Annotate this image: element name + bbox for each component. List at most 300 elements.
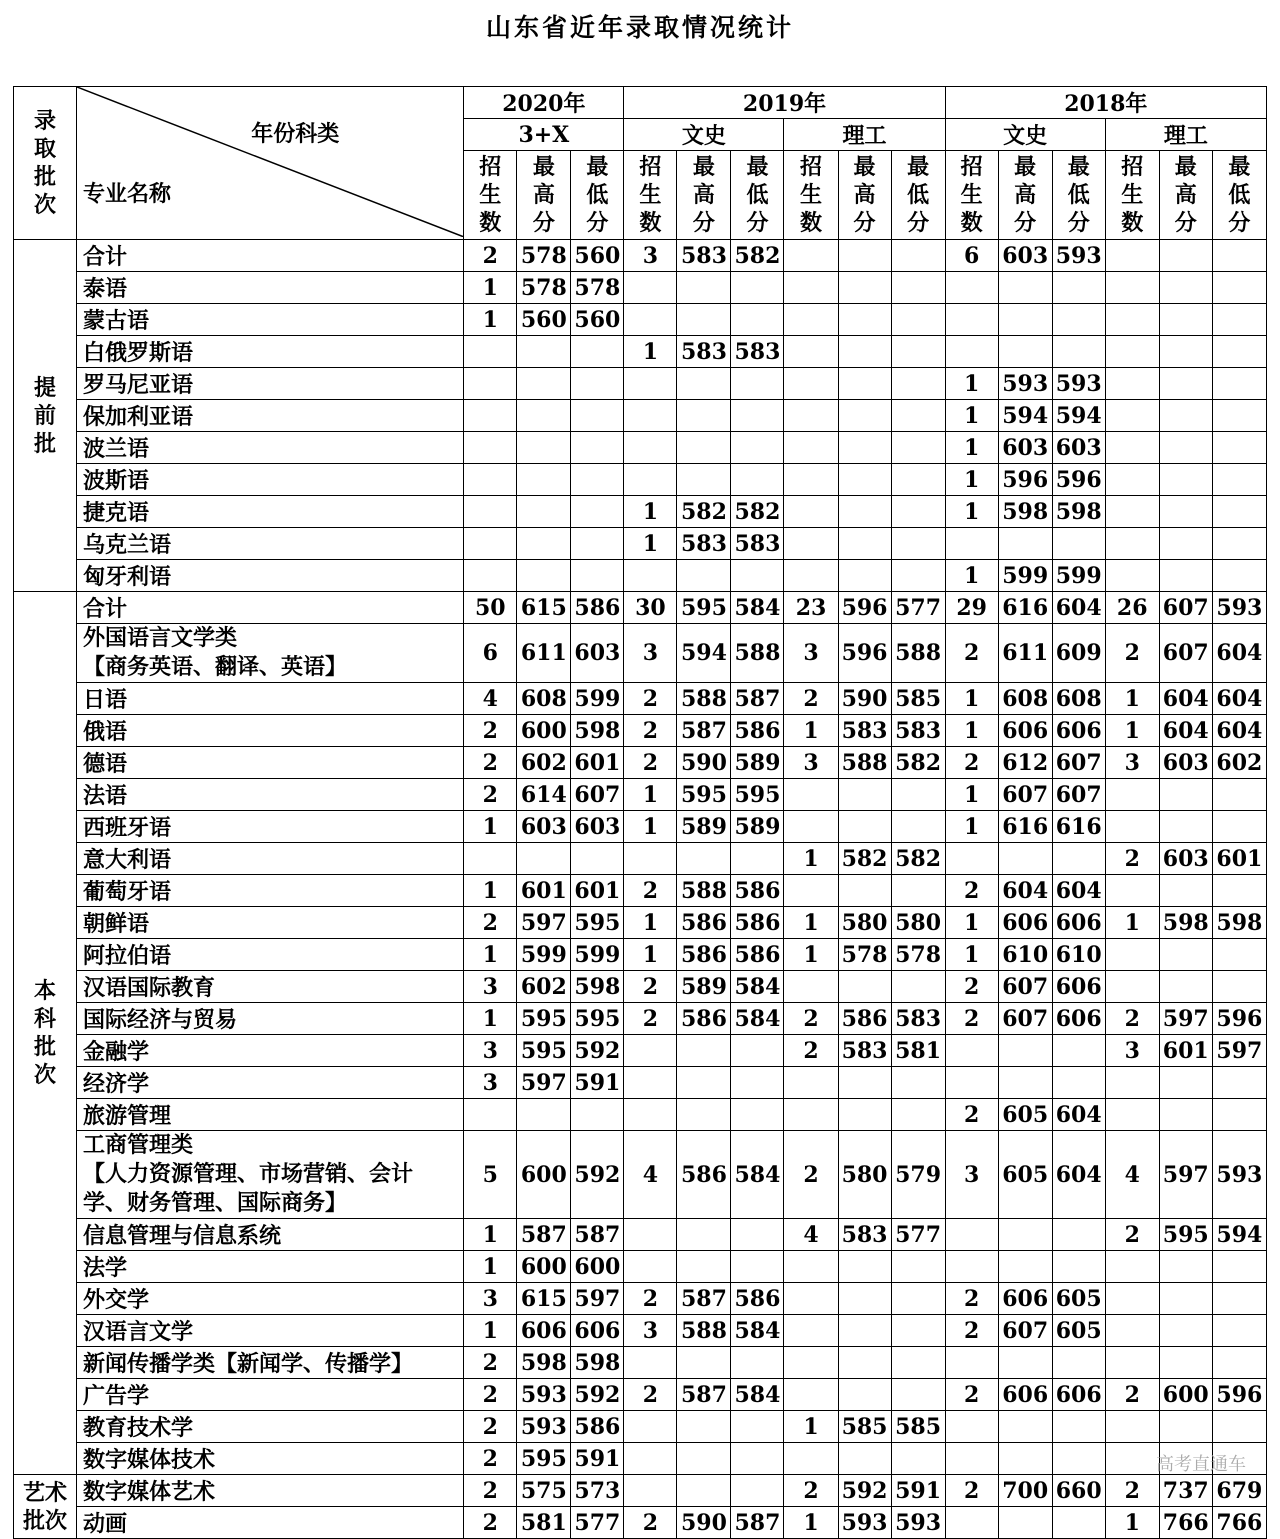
score-cell: 595 xyxy=(571,1003,624,1035)
score-cell: 586 xyxy=(731,939,784,971)
score-cell: 598 xyxy=(998,496,1052,528)
score-cell: 593 xyxy=(1052,240,1105,272)
score-cell: 589 xyxy=(731,747,784,779)
score-cell: 1 xyxy=(464,272,517,304)
score-cell xyxy=(1212,939,1266,971)
score-cell: 2 xyxy=(464,747,517,779)
score-cell xyxy=(1159,240,1212,272)
score-cell xyxy=(784,464,838,496)
score-cell xyxy=(677,1475,731,1507)
score-cell: 6 xyxy=(464,624,517,683)
column-label: 最 高 分 xyxy=(1159,151,1212,240)
score-cell: 582 xyxy=(838,843,891,875)
score-cell xyxy=(1159,811,1212,843)
score-cell xyxy=(838,1251,891,1283)
score-cell xyxy=(1212,971,1266,1003)
score-cell: 2 xyxy=(464,1507,517,1539)
score-cell xyxy=(1105,432,1159,464)
score-cell: 580 xyxy=(838,907,891,939)
score-cell: 584 xyxy=(731,1003,784,1035)
score-cell xyxy=(624,1035,677,1067)
score-cell xyxy=(517,496,571,528)
score-cell xyxy=(784,1315,838,1347)
score-cell xyxy=(891,496,945,528)
score-cell xyxy=(1212,336,1266,368)
score-cell: 611 xyxy=(517,624,571,683)
score-cell xyxy=(731,272,784,304)
score-cell: 1 xyxy=(945,811,998,843)
major-name: 泰语 xyxy=(77,272,464,304)
score-cell xyxy=(838,1099,891,1131)
score-cell: 608 xyxy=(998,683,1052,715)
score-cell: 2 xyxy=(1105,843,1159,875)
score-cell: 1 xyxy=(624,779,677,811)
score-cell xyxy=(731,560,784,592)
score-cell: 604 xyxy=(1052,1099,1105,1131)
table-row xyxy=(14,272,1267,304)
score-cell: 2 xyxy=(624,1003,677,1035)
score-cell xyxy=(1212,464,1266,496)
major-name: 动画 xyxy=(77,1507,464,1539)
score-cell xyxy=(945,528,998,560)
score-cell: 599 xyxy=(517,939,571,971)
score-cell xyxy=(677,368,731,400)
score-cell xyxy=(1159,1411,1212,1443)
score-cell: 1 xyxy=(784,715,838,747)
major-name: 乌克兰语 xyxy=(77,528,464,560)
score-cell: 591 xyxy=(891,1475,945,1507)
score-cell xyxy=(1159,1283,1212,1315)
score-cell xyxy=(838,432,891,464)
score-cell xyxy=(838,1379,891,1411)
score-cell xyxy=(1212,272,1266,304)
score-cell xyxy=(838,272,891,304)
score-cell: 3 xyxy=(1105,1035,1159,1067)
score-cell xyxy=(838,1315,891,1347)
score-cell: 578 xyxy=(517,240,571,272)
score-cell: 3 xyxy=(624,1315,677,1347)
score-cell xyxy=(891,1379,945,1411)
score-cell xyxy=(1105,971,1159,1003)
score-cell: 1 xyxy=(784,1507,838,1539)
subject-header: 文史 xyxy=(624,119,784,151)
score-cell: 616 xyxy=(998,811,1052,843)
score-cell: 607 xyxy=(1159,624,1212,683)
score-cell xyxy=(1105,368,1159,400)
column-label: 招 生 数 xyxy=(784,151,838,240)
score-cell xyxy=(464,528,517,560)
page-title: 山东省近年录取情况统计 xyxy=(485,13,794,42)
score-cell: 1 xyxy=(624,496,677,528)
score-cell xyxy=(784,336,838,368)
score-cell xyxy=(998,1443,1052,1475)
score-cell xyxy=(571,400,624,432)
score-cell xyxy=(1052,1443,1105,1475)
column-label: 最 低 分 xyxy=(1212,151,1266,240)
score-cell xyxy=(1212,875,1266,907)
score-cell xyxy=(1105,1315,1159,1347)
score-cell xyxy=(891,432,945,464)
score-cell: 607 xyxy=(571,779,624,811)
score-cell: 603 xyxy=(1052,432,1105,464)
score-cell: 590 xyxy=(677,747,731,779)
score-cell: 602 xyxy=(1212,747,1266,779)
score-cell xyxy=(1105,560,1159,592)
score-cell: 597 xyxy=(1159,1131,1212,1219)
score-cell xyxy=(891,336,945,368)
score-cell xyxy=(731,843,784,875)
score-cell xyxy=(571,1099,624,1131)
score-cell: 580 xyxy=(891,907,945,939)
score-cell xyxy=(1159,1315,1212,1347)
batch-column-header: 录 取 批 次 xyxy=(14,87,77,240)
watermark: 高考直通车 xyxy=(1156,1454,1246,1475)
score-cell xyxy=(838,1067,891,1099)
score-cell xyxy=(677,560,731,592)
score-cell xyxy=(1159,560,1212,592)
column-label: 最 低 分 xyxy=(571,151,624,240)
score-cell: 1 xyxy=(945,560,998,592)
score-cell: 2 xyxy=(624,683,677,715)
score-cell: 578 xyxy=(891,939,945,971)
score-cell xyxy=(998,528,1052,560)
score-cell xyxy=(891,1315,945,1347)
column-label: 招 生 数 xyxy=(1105,151,1159,240)
table-row xyxy=(14,939,1267,971)
table-row xyxy=(14,747,1267,779)
score-cell xyxy=(677,464,731,496)
column-label: 最 低 分 xyxy=(891,151,945,240)
score-cell xyxy=(838,560,891,592)
batch-label: 艺术 批次 xyxy=(14,1475,77,1539)
score-cell xyxy=(624,1347,677,1379)
score-cell: 3 xyxy=(464,1067,517,1099)
score-cell xyxy=(998,304,1052,336)
score-cell xyxy=(1105,240,1159,272)
score-cell xyxy=(891,464,945,496)
score-cell xyxy=(731,464,784,496)
score-cell: 603 xyxy=(998,240,1052,272)
score-cell: 603 xyxy=(1159,747,1212,779)
score-cell: 587 xyxy=(731,683,784,715)
score-cell: 584 xyxy=(731,1131,784,1219)
score-cell xyxy=(517,432,571,464)
score-cell: 582 xyxy=(891,843,945,875)
score-cell: 1 xyxy=(464,875,517,907)
score-cell: 593 xyxy=(1212,592,1266,624)
score-cell xyxy=(1105,336,1159,368)
score-cell: 584 xyxy=(731,592,784,624)
score-cell xyxy=(517,464,571,496)
table-row xyxy=(14,304,1267,336)
score-cell xyxy=(1105,1067,1159,1099)
score-cell xyxy=(1105,1411,1159,1443)
score-cell: 1 xyxy=(945,907,998,939)
score-cell: 2 xyxy=(945,1099,998,1131)
score-cell: 600 xyxy=(517,715,571,747)
score-cell: 593 xyxy=(838,1507,891,1539)
score-cell xyxy=(571,368,624,400)
score-cell xyxy=(838,1443,891,1475)
score-cell: 583 xyxy=(731,336,784,368)
score-cell: 592 xyxy=(838,1475,891,1507)
column-label: 最 高 分 xyxy=(838,151,891,240)
score-cell: 591 xyxy=(571,1067,624,1099)
score-cell: 587 xyxy=(677,715,731,747)
score-cell: 583 xyxy=(891,1003,945,1035)
table-row xyxy=(14,843,1267,875)
score-cell: 615 xyxy=(517,1283,571,1315)
score-cell: 2 xyxy=(1105,624,1159,683)
score-cell: 575 xyxy=(517,1475,571,1507)
score-cell xyxy=(677,1443,731,1475)
score-cell: 3 xyxy=(464,971,517,1003)
score-cell xyxy=(1052,1411,1105,1443)
score-cell: 4 xyxy=(1105,1131,1159,1219)
score-cell xyxy=(1052,1035,1105,1067)
score-cell: 578 xyxy=(517,272,571,304)
score-cell: 606 xyxy=(1052,715,1105,747)
score-cell xyxy=(1212,1347,1266,1379)
score-cell: 1 xyxy=(945,939,998,971)
score-cell: 590 xyxy=(677,1507,731,1539)
score-cell xyxy=(624,1219,677,1251)
score-cell: 596 xyxy=(1212,1003,1266,1035)
score-cell: 2 xyxy=(945,1315,998,1347)
score-cell: 604 xyxy=(1052,592,1105,624)
score-cell: 3 xyxy=(945,1131,998,1219)
score-cell: 598 xyxy=(571,971,624,1003)
score-cell: 589 xyxy=(731,811,784,843)
score-cell xyxy=(945,272,998,304)
score-cell: 603 xyxy=(571,811,624,843)
score-cell xyxy=(571,528,624,560)
score-cell xyxy=(1212,1067,1266,1099)
score-cell: 605 xyxy=(1052,1315,1105,1347)
score-cell xyxy=(838,971,891,1003)
score-cell: 594 xyxy=(1212,1219,1266,1251)
score-cell: 3 xyxy=(464,1283,517,1315)
score-cell: 604 xyxy=(1052,1131,1105,1219)
score-cell xyxy=(1212,560,1266,592)
table-row xyxy=(14,1131,1267,1219)
subject-header: 理工 xyxy=(1105,119,1266,151)
score-cell xyxy=(998,1347,1052,1379)
table-row xyxy=(14,240,1267,272)
score-cell: 1 xyxy=(945,715,998,747)
score-cell xyxy=(784,1067,838,1099)
score-cell xyxy=(945,1443,998,1475)
score-cell: 606 xyxy=(998,1283,1052,1315)
score-cell: 1 xyxy=(464,1003,517,1035)
batch-label: 本 科 批 次 xyxy=(14,592,77,1475)
score-cell xyxy=(838,779,891,811)
score-cell: 1 xyxy=(784,1411,838,1443)
score-cell xyxy=(1105,528,1159,560)
score-cell: 607 xyxy=(998,779,1052,811)
score-cell: 2 xyxy=(784,1475,838,1507)
score-cell xyxy=(1159,400,1212,432)
score-cell xyxy=(784,400,838,432)
major-name: 新闻传播学类【新闻学、传播学】 xyxy=(77,1347,464,1379)
major-name: 汉语言文学 xyxy=(77,1315,464,1347)
score-cell: 2 xyxy=(464,1475,517,1507)
score-cell xyxy=(1212,496,1266,528)
score-cell xyxy=(838,464,891,496)
score-cell xyxy=(517,843,571,875)
score-cell: 607 xyxy=(1052,779,1105,811)
score-cell xyxy=(1212,1315,1266,1347)
score-cell: 604 xyxy=(1159,715,1212,747)
score-cell: 1 xyxy=(624,811,677,843)
score-cell: 607 xyxy=(998,971,1052,1003)
score-cell: 2 xyxy=(624,1283,677,1315)
score-cell xyxy=(998,272,1052,304)
score-cell: 596 xyxy=(998,464,1052,496)
score-cell: 586 xyxy=(677,907,731,939)
score-cell xyxy=(624,560,677,592)
score-cell: 588 xyxy=(677,1315,731,1347)
score-cell xyxy=(945,1411,998,1443)
score-cell: 2 xyxy=(624,715,677,747)
score-cell xyxy=(731,1035,784,1067)
score-cell: 586 xyxy=(731,715,784,747)
score-cell xyxy=(1159,1251,1212,1283)
score-cell xyxy=(1159,528,1212,560)
score-cell: 601 xyxy=(517,875,571,907)
score-cell xyxy=(1159,496,1212,528)
score-cell: 1 xyxy=(624,528,677,560)
score-cell xyxy=(571,843,624,875)
score-cell xyxy=(1212,240,1266,272)
batch-label: 提 前 批 xyxy=(14,240,77,592)
score-cell xyxy=(838,811,891,843)
major-name: 白俄罗斯语 xyxy=(77,336,464,368)
score-cell: 583 xyxy=(731,528,784,560)
score-cell xyxy=(891,971,945,1003)
score-cell: 586 xyxy=(731,1283,784,1315)
score-cell xyxy=(1212,368,1266,400)
score-cell: 601 xyxy=(571,875,624,907)
score-cell: 588 xyxy=(677,875,731,907)
score-cell: 598 xyxy=(571,1347,624,1379)
score-cell: 5 xyxy=(464,1131,517,1219)
score-cell: 599 xyxy=(571,683,624,715)
score-cell xyxy=(1159,779,1212,811)
table-row xyxy=(14,1347,1267,1379)
score-cell: 577 xyxy=(891,1219,945,1251)
score-cell: 584 xyxy=(731,1379,784,1411)
score-cell: 586 xyxy=(677,1131,731,1219)
score-cell xyxy=(677,1411,731,1443)
score-cell xyxy=(677,1035,731,1067)
score-cell: 600 xyxy=(1159,1379,1212,1411)
score-cell: 594 xyxy=(1052,400,1105,432)
major-name: 汉语国际教育 xyxy=(77,971,464,1003)
score-cell: 2 xyxy=(1105,1475,1159,1507)
score-cell: 1 xyxy=(1105,1507,1159,1539)
score-cell: 597 xyxy=(1159,1003,1212,1035)
score-cell: 1 xyxy=(1105,907,1159,939)
year-header-2020: 2020年 xyxy=(464,87,624,119)
score-cell: 593 xyxy=(998,368,1052,400)
score-cell: 593 xyxy=(517,1411,571,1443)
score-cell: 1 xyxy=(464,1315,517,1347)
score-cell: 595 xyxy=(517,1035,571,1067)
major-name: 金融学 xyxy=(77,1035,464,1067)
score-cell xyxy=(891,1067,945,1099)
major-name: 西班牙语 xyxy=(77,811,464,843)
table-row xyxy=(14,1099,1267,1131)
table-row xyxy=(14,624,1267,683)
score-cell xyxy=(784,1251,838,1283)
score-cell: 2 xyxy=(464,907,517,939)
score-cell xyxy=(677,843,731,875)
score-cell: 582 xyxy=(731,240,784,272)
score-cell: 585 xyxy=(838,1411,891,1443)
score-cell: 660 xyxy=(1052,1475,1105,1507)
score-cell xyxy=(1212,432,1266,464)
score-cell: 602 xyxy=(517,747,571,779)
score-cell: 598 xyxy=(571,715,624,747)
score-cell: 606 xyxy=(571,1315,624,1347)
score-cell: 586 xyxy=(838,1003,891,1035)
score-cell xyxy=(571,560,624,592)
table-row xyxy=(14,971,1267,1003)
score-cell: 587 xyxy=(571,1219,624,1251)
score-cell: 2 xyxy=(945,875,998,907)
score-cell xyxy=(517,368,571,400)
major-name: 工商管理类 【人力资源管理、市场营销、会计 学、财务管理、国际商务】 xyxy=(77,1131,464,1219)
table-row xyxy=(14,779,1267,811)
score-cell: 600 xyxy=(517,1131,571,1219)
score-cell: 603 xyxy=(1159,843,1212,875)
score-cell xyxy=(1105,1283,1159,1315)
score-cell xyxy=(1052,336,1105,368)
score-cell xyxy=(464,496,517,528)
score-cell xyxy=(998,1219,1052,1251)
score-cell: 578 xyxy=(838,939,891,971)
score-cell xyxy=(784,779,838,811)
score-cell xyxy=(464,560,517,592)
major-name: 国际经济与贸易 xyxy=(77,1003,464,1035)
major-name: 合计 xyxy=(77,592,464,624)
table-row xyxy=(14,496,1267,528)
score-cell: 579 xyxy=(891,1131,945,1219)
score-cell xyxy=(1105,400,1159,432)
table-row xyxy=(14,1251,1267,1283)
table-row xyxy=(14,368,1267,400)
column-label: 最 高 分 xyxy=(517,151,571,240)
score-cell: 2 xyxy=(1105,1219,1159,1251)
score-cell xyxy=(1212,400,1266,432)
score-cell: 1 xyxy=(464,811,517,843)
score-cell: 596 xyxy=(838,592,891,624)
major-name: 意大利语 xyxy=(77,843,464,875)
major-name: 蒙古语 xyxy=(77,304,464,336)
score-cell xyxy=(571,464,624,496)
score-cell: 592 xyxy=(571,1131,624,1219)
table-row xyxy=(14,336,1267,368)
score-cell: 596 xyxy=(1052,464,1105,496)
score-cell xyxy=(784,1283,838,1315)
score-cell: 1 xyxy=(464,1251,517,1283)
score-cell xyxy=(517,528,571,560)
score-cell: 2 xyxy=(945,1379,998,1411)
score-cell xyxy=(891,779,945,811)
score-cell xyxy=(1159,1067,1212,1099)
year-subject-label: 年份科类 xyxy=(251,121,340,147)
